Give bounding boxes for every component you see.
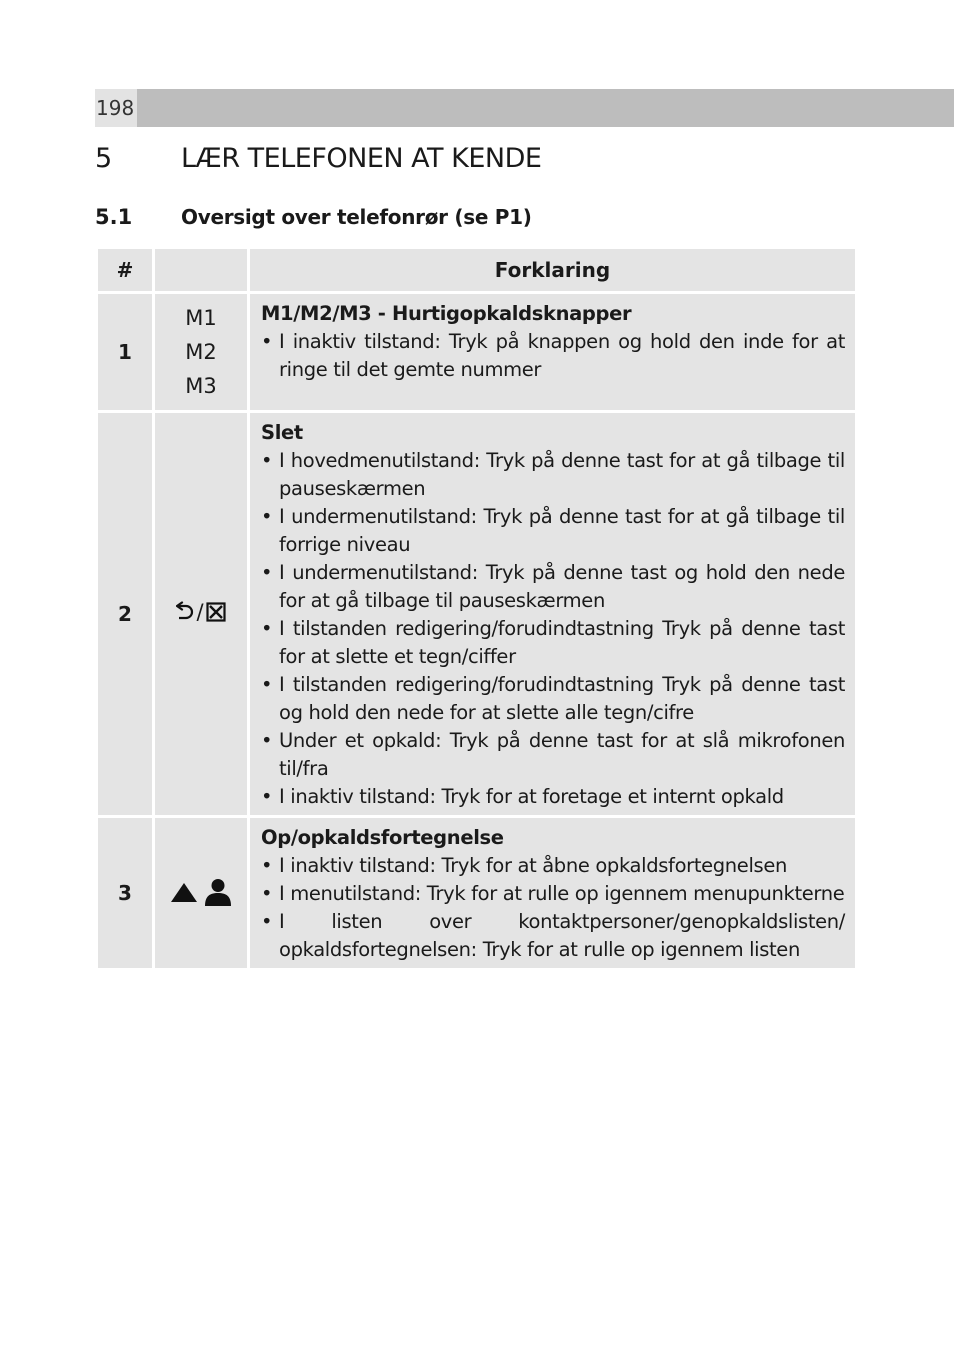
- table-row: [98, 294, 855, 410]
- header-number: #: [98, 249, 152, 291]
- up-triangle-icon: [170, 881, 198, 903]
- delete-x-box-icon: [206, 602, 226, 622]
- bullet-item: • Under et opkald: Tryk på denne tast for at slå mikrofonen til/fra: [261, 727, 845, 783]
- bullet-list: [261, 447, 845, 811]
- header-key: [155, 249, 247, 291]
- table-row: [98, 818, 855, 968]
- bullet-item: • I undermenutilstand: Tryk på denne tast for at gå tilbage til forrige niveau: [261, 503, 845, 559]
- key-label-m2: M2: [185, 340, 217, 364]
- bullet-item: • I inaktiv tilstand: Tryk for at åbne opkaldsfortegnelsen: [261, 852, 845, 880]
- key-label-m3: M3: [185, 374, 217, 398]
- key-label-m1: M1: [185, 306, 217, 330]
- table-row: [98, 413, 855, 815]
- row-heading: Slet: [261, 421, 303, 444]
- bullet-item: • I inaktiv tilstand: Tryk for at foretage et internt opkald: [261, 783, 845, 811]
- icon-separator: /: [196, 600, 204, 624]
- row-number: 1: [98, 294, 152, 410]
- bullet-list: [261, 852, 845, 964]
- row-explanation: [250, 294, 855, 410]
- key-icons: [155, 413, 247, 815]
- bullet-item: • I tilstanden redigering/forudindtastning Tryk på denne tast og hold den nede for at slette alle tegn/cifre: [261, 671, 845, 727]
- key-icons: [155, 818, 247, 968]
- header-explanation: Forklaring: [250, 249, 855, 291]
- bullet-item: • I inaktiv tilstand: Tryk på knappen og hold den inde for at ringe til det gemte nummer: [261, 328, 845, 384]
- bullet-list: [261, 328, 845, 384]
- feature-table: [95, 246, 858, 971]
- row-heading: M1/M2/M3 - Hurtigopkaldsknapper: [261, 302, 632, 325]
- row-number: 3: [98, 818, 152, 968]
- page-header-bar: [95, 89, 954, 127]
- row-heading: Op/opkaldsfortegnelse: [261, 826, 504, 849]
- back-arrow-icon: [176, 601, 194, 623]
- row-explanation: [250, 818, 855, 968]
- bullet-item: • I hovedmenutilstand: Tryk på denne tast for at gå tilbage til pauseskærmen: [261, 447, 845, 503]
- chapter-number: 5: [95, 143, 113, 174]
- bullet-item: • I tilstanden redigering/forudindtastning Tryk på denne tast for at slette et tegn/ciffer: [261, 615, 845, 671]
- bullet-item: • I listen over kontaktpersoner/genopkaldslisten/ opkaldsfortegnelsen: Tryk for at rulle op igennem listen: [261, 908, 845, 964]
- row-number: 2: [98, 413, 152, 815]
- chapter-title: LÆR TELEFONEN AT KENDE: [181, 143, 542, 174]
- row-explanation: [250, 413, 855, 815]
- section-number: 5.1: [95, 205, 133, 229]
- section-title: Oversigt over telefonrør (se P1): [181, 205, 532, 229]
- bullet-item: • I menutilstand: Tryk for at rulle op igennem menupunkterne: [261, 880, 845, 908]
- table-header-row: [98, 249, 855, 291]
- bullet-item: • I undermenutilstand: Tryk på denne tast og hold den nede for at gå tilbage til pauseskærmen: [261, 559, 845, 615]
- person-icon: [204, 878, 232, 906]
- page-number: 198: [95, 89, 137, 127]
- key-labels: [155, 294, 247, 410]
